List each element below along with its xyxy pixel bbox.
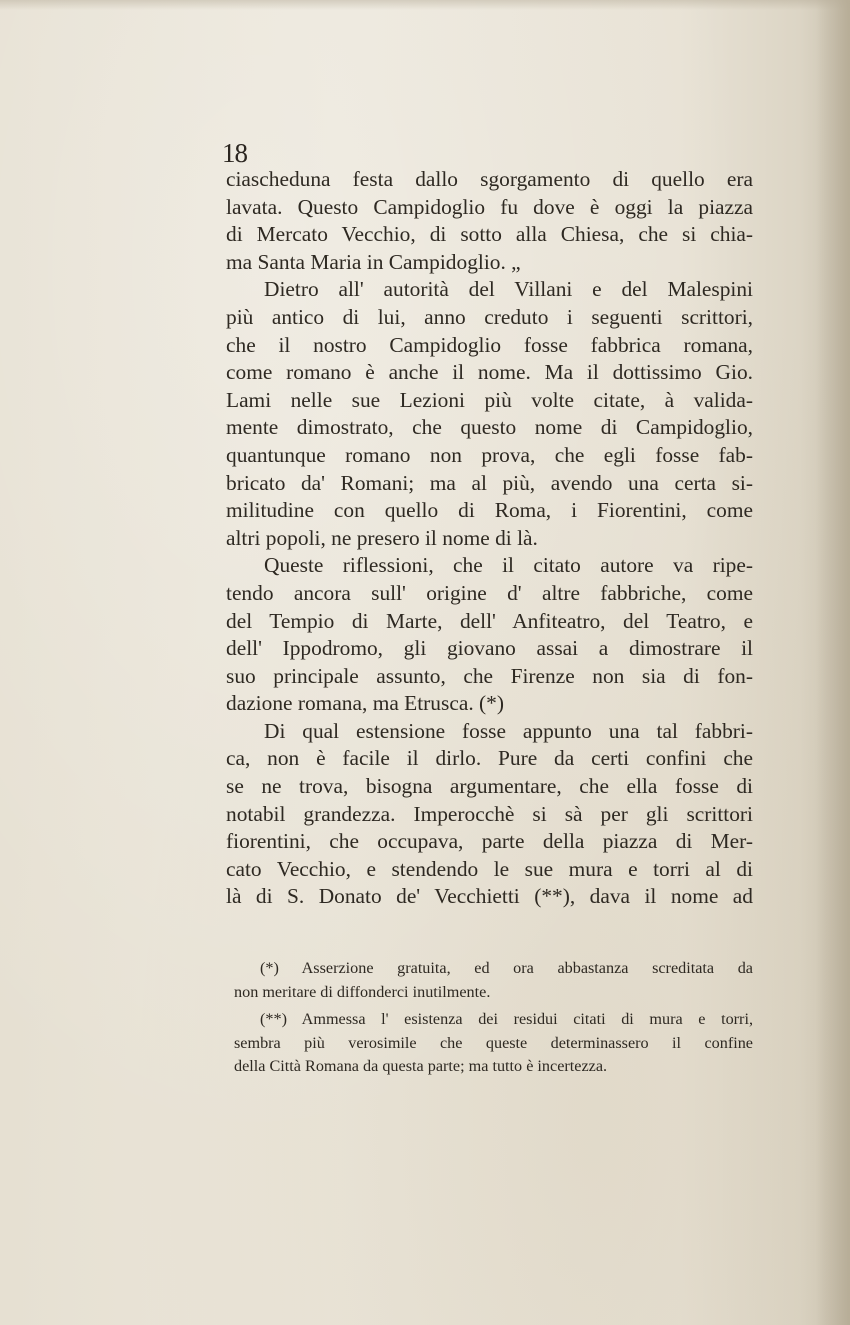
text-line: più antico di lui, anno creduto i seguenti scrittori,: [226, 304, 753, 329]
page-number: 18: [222, 138, 247, 168]
body-text: [226, 166, 753, 911]
text-line: Dietro all' autorità del Villani e del Malespini: [264, 277, 753, 302]
text-line: mente dimostrato, che questo nome di Campidoglio,: [226, 415, 753, 440]
text-line: militudine con quello di Roma, i Fiorentini, come: [226, 498, 753, 523]
footnote-line: della Città Romana da questa parte; ma tutto è incertezza.: [234, 1057, 608, 1076]
text-line: cato Vecchio, e stendendo le sue mura e torri al di: [226, 856, 753, 881]
footnotes: [234, 957, 753, 1079]
page-gutter-shadow: [816, 0, 850, 1325]
text-line: fiorentini, che occupava, parte della piazza di Mer-: [226, 829, 753, 854]
text-line: dell' Ippodromo, gli giovano assai a dimostrare il: [226, 636, 753, 661]
text-line: che il nostro Campidoglio fosse fabbrica romana,: [226, 332, 753, 357]
text-line: lavata. Questo Campidoglio fu dove è oggi la piazza: [226, 194, 753, 219]
footnote-1: [234, 957, 753, 1004]
page-top-shadow: [0, 0, 850, 10]
text-line: Lami nelle sue Lezioni più volte citate, à valida-: [226, 387, 753, 412]
text-line: altri popoli, ne presero il nome di là.: [226, 525, 538, 550]
text-line: ciascheduna festa dallo sgorgamento di quello era: [226, 167, 753, 191]
text-line: quantunque romano non prova, che egli fosse fab-: [226, 442, 753, 467]
text-line: là di S. Donato de' Vecchietti (**), dava il nome ad: [226, 884, 753, 909]
footnote-2: [234, 1008, 753, 1079]
footnote-line: (*) Asserzione gratuita, ed ora abbastanza screditata da: [260, 959, 753, 977]
footnote-line: non meritare di diffonderci inutilmente.: [234, 982, 491, 1001]
text-line: Di qual estensione fosse appunto una tal fabbri-: [264, 718, 753, 743]
text-line: dazione romana, ma Etrusca. (*): [226, 691, 504, 716]
text-line: di Mercato Vecchio, di sotto alla Chiesa, che si chia-: [226, 222, 753, 247]
paragraph-3: [226, 552, 753, 718]
paragraph-2: [226, 276, 753, 552]
text-line: del Tempio di Marte, dell' Anfiteatro, del Teatro, e: [226, 608, 753, 633]
text-line: notabil grandezza. Imperocchè si sà per gli scrittori: [226, 801, 753, 826]
text-line: se ne trova, bisogna argumentare, che ella fosse di: [226, 774, 753, 799]
text-line: Queste riflessioni, che il citato autore va ripe-: [264, 553, 753, 578]
text-line: ma Santa Maria in Campidoglio. „: [226, 249, 521, 274]
text-line: bricato da' Romani; ma al più, avendo una certa si-: [226, 470, 753, 495]
text-line: suo principale assunto, che Firenze non sia di fon-: [226, 663, 753, 688]
text-line: tendo ancora sull' origine d' altre fabbriche, come: [226, 580, 753, 605]
footnote-line: sembra più verosimile che queste determinassero il confine: [234, 1033, 753, 1052]
footnote-line: (**) Ammessa l' esistenza dei residui citati di mura e torri,: [260, 1010, 753, 1029]
text-line: ca, non è facile il dirlo. Pure da certi confini che: [226, 746, 753, 771]
paragraph-1: [226, 166, 753, 276]
text-line: come romano è anche il nome. Ma il dottissimo Gio.: [226, 360, 753, 385]
paragraph-4: [226, 718, 753, 911]
